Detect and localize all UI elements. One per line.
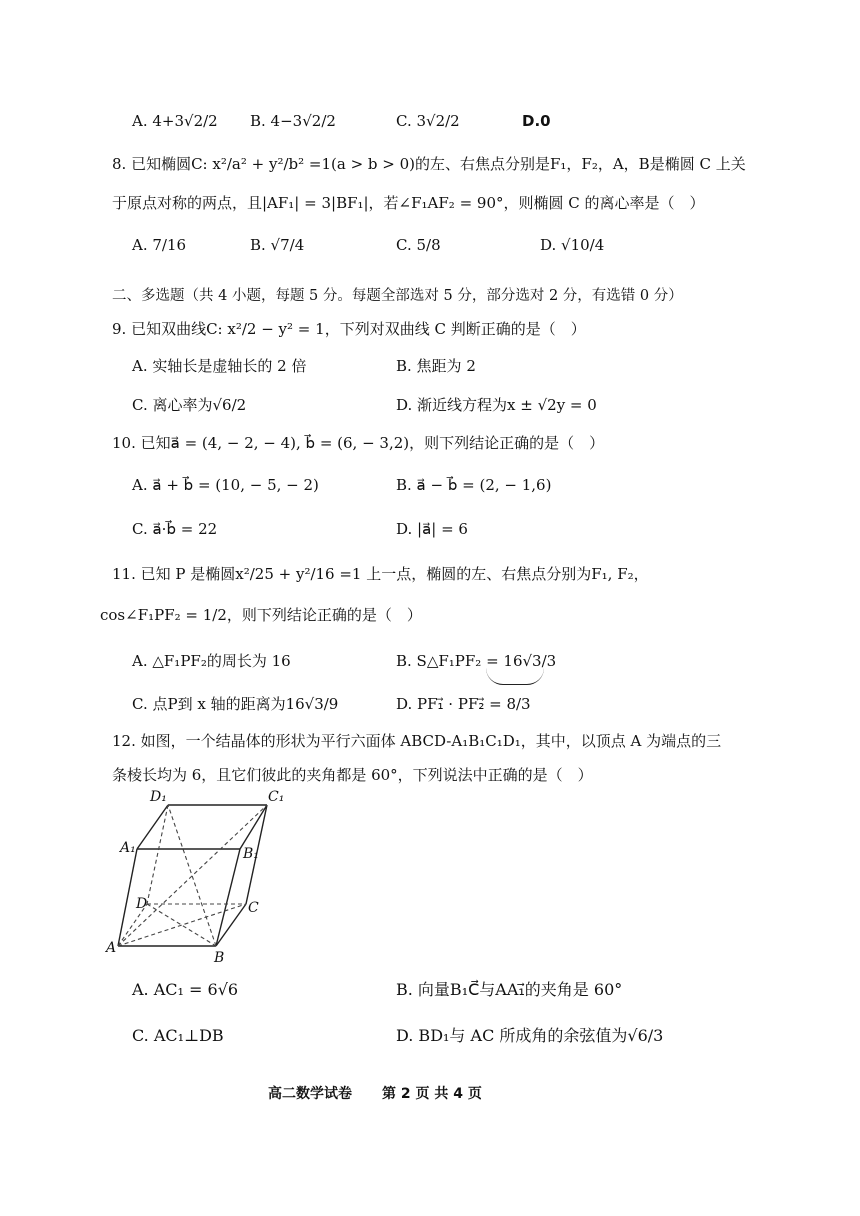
- label-A: A: [106, 940, 117, 956]
- q12-option-a: A. AC₁ = 6√6: [132, 980, 239, 999]
- label-D: D: [136, 896, 148, 912]
- diag-BD1: [168, 805, 216, 946]
- q11-stem-line2: cos∠F₁PF₂ = 1/2，则下列结论正确的是（ ）: [100, 606, 422, 624]
- edge-B1B: [216, 849, 240, 946]
- q11-stem-line1: 11. 已知 P 是椭圆x²/25 + y²/16 =1 上一点，椭圆的左、右焦点分别为F₁, F₂，: [112, 565, 649, 583]
- q9-option-d: D. 渐近线方程为x ± √2y = 0: [396, 396, 597, 414]
- q11-option-a: A. △F₁PF₂的周长为 16: [132, 652, 291, 670]
- q11-option-b-handwritten-mark: [486, 668, 544, 685]
- q8-option-a: A. 7/16: [132, 236, 187, 254]
- edge-AD: [118, 904, 147, 946]
- q12-option-c: C. AC₁⊥DB: [132, 1026, 224, 1045]
- q8-stem-line1: 8. 已知椭圆C: x²/a² + y²/b² =1(a > b > 0)的左、右焦点分别是F₁，F₂，A，B是椭圆 C 上关: [112, 155, 746, 173]
- q10-option-c: C. a⃗·b⃗ = 22: [132, 520, 218, 538]
- q9-option-b: B. 焦距为 2: [396, 357, 476, 375]
- diag-AC1: [118, 805, 267, 946]
- q11-option-d: D. PF₁⃗ · PF₂⃗ = 8/3: [396, 695, 531, 713]
- q10-stem: 10. 已知a⃗ = (4, − 2, − 4), b⃗ = (6, − 3,2)，则下列结论正确的是（ ）: [112, 434, 605, 452]
- q7-option-d: D.0: [522, 112, 551, 130]
- q7-option-b: B. 4−3√2/2: [250, 112, 336, 130]
- q12-stem-line2: 条棱长均为 6，且它们彼此的夹角都是 60°，下列说法中正确的是（ ）: [112, 766, 593, 784]
- q8-stem-line2: 于原点对称的两点，且|AF₁| = 3|BF₁|，若∠F₁AF₂ = 90°，则椭圆 C 的离心率是（ ）: [112, 194, 705, 212]
- section2-header: 二、多选题（共 4 小题，每题 5 分。每题全部选对 5 分，部分选对 2 分，有选错 0 分）: [112, 288, 683, 304]
- q11-option-b: B. S△F₁PF₂ = 16√3/3: [396, 652, 557, 670]
- q12-option-d: D. BD₁与 AC 所成角的余弦值为√6/3: [396, 1026, 664, 1045]
- label-D1: D₁: [150, 789, 167, 805]
- edge-D1D: [147, 805, 168, 904]
- q12-stem-line1: 12. 如图，一个结晶体的形状为平行六面体 ABCD-A₁B₁C₁D₁，其中，以顶点 A 为端点的三: [112, 732, 722, 750]
- q8-option-c: C. 5/8: [396, 236, 441, 254]
- q10-option-d: D. |a⃗| = 6: [396, 520, 468, 538]
- label-B1: B₁: [243, 846, 259, 862]
- q7-option-a: A. 4+3√2/2: [132, 112, 218, 130]
- q9-option-c: C. 离心率为√6/2: [132, 396, 247, 414]
- q10-option-b: B. a⃗ − b⃗ = (2, − 1,6): [396, 476, 552, 494]
- q10-option-a: A. a⃗ + b⃗ = (10, − 5, − 2): [132, 476, 319, 494]
- edge-B1C1: [240, 805, 267, 849]
- diag-DB: [147, 904, 216, 946]
- edge-A1A: [118, 849, 137, 946]
- diag-AC: [118, 904, 246, 946]
- edge-D1A1: [137, 805, 168, 849]
- edge-C1C: [246, 805, 267, 904]
- label-B: B: [214, 950, 225, 966]
- edge-BC: [216, 904, 246, 946]
- q8-option-b: B. √7/4: [250, 236, 305, 254]
- q9-option-a: A. 实轴长是虚轴长的 2 倍: [132, 357, 307, 375]
- label-C1: C₁: [268, 789, 285, 805]
- q9-stem: 9. 已知双曲线C: x²/2 − y² = 1，下列对双曲线 C 判断正确的是（ ）: [112, 320, 586, 338]
- q8-option-d: D. √10/4: [540, 236, 605, 254]
- footer-page-number: 第 2 页 共 4 页: [382, 1086, 482, 1102]
- footer-exam-title: 高二数学试卷: [268, 1086, 352, 1102]
- label-C: C: [248, 900, 259, 916]
- q12-option-b: B. 向量B₁C⃗与AA₁⃗的夹角是 60°: [396, 980, 623, 999]
- label-A1: A₁: [120, 840, 136, 856]
- q7-option-c: C. 3√2/2: [396, 112, 460, 130]
- q11-option-c: C. 点P到 x 轴的距离为16√3/9: [132, 695, 339, 713]
